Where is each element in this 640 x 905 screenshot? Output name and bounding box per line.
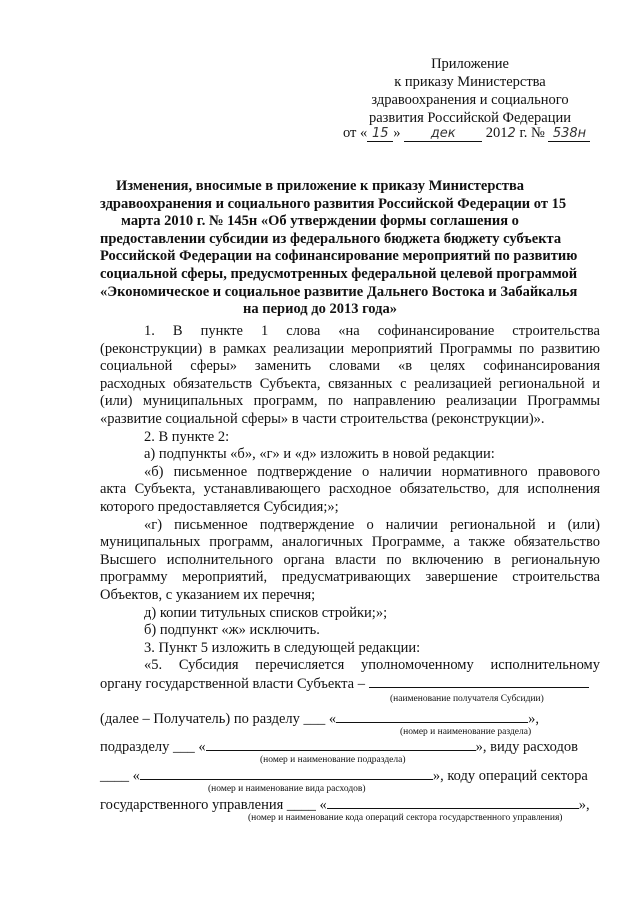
clause-5-line — [100, 675, 600, 693]
date-mid: » — [393, 125, 401, 141]
expense-type-label: ____ « — [100, 768, 140, 784]
paragraph-1-line: социальной сферы» заменить словами «в целях софинансирования — [100, 358, 600, 375]
appendix-header — [340, 55, 600, 127]
title-line: Изменения, вносимые в приложение к приказу Министерства — [115, 178, 525, 194]
subitem-g-line: программу мероприятий, предусматривающих завершение строительства — [100, 569, 600, 586]
expense-type-row — [100, 767, 588, 785]
paragraph-1-line: расходных обязательств Субъекта, связанных с реализацией региональной и — [100, 375, 600, 392]
title-line: социальной сферы, предусмотренных федеральной целевой программой — [100, 265, 578, 282]
paragraph-1-line: 1. В пункте 1 слова «на софинансирование строительства — [144, 323, 600, 339]
paragraph-2: 2. В пункте 2: — [144, 428, 230, 445]
date-prefix: от « — [343, 125, 368, 141]
title-line: марта 2010 г. № 145н «Об утверждении формы соглашения о — [121, 213, 519, 230]
paragraph-2a: а) подпункты «б», «г» и «д» изложить в новой редакции: — [144, 446, 495, 463]
paragraph-1-line: (или) муниципальных программ, по направлению реализации Программы — [100, 393, 600, 410]
handwritten-month: дек — [404, 126, 482, 142]
subitem-b-line: которого предоставляется Субсидия;»; — [100, 498, 339, 515]
clause-5-line: «5. Субсидия перечисляется уполномоченному исполнительному — [144, 657, 600, 674]
year-prefix: 201 — [485, 125, 508, 141]
recipient-blank — [369, 675, 589, 688]
section-row — [100, 710, 539, 728]
operations-code-blank — [327, 796, 579, 809]
order-date-line — [343, 125, 590, 142]
operations-code-label: государственного управления ____ « — [100, 797, 327, 813]
section-blank — [336, 710, 528, 723]
subsection-row — [100, 738, 578, 756]
subitem-d: д) копии титульных списков стройки;»; — [144, 604, 388, 621]
handwritten-order-number: 538н — [548, 126, 590, 142]
section-label: (далее – Получатель) по разделу ___ « — [100, 711, 337, 727]
operations-code-close: », — [578, 797, 590, 813]
title-line: Российской Федерации на софинансирование мероприятий по развитию — [100, 248, 578, 265]
clause-5-text: органу государственной власти Субъекта – — [100, 675, 365, 692]
title-line: «Экономическое и социальное развитие Дальнего Востока и Забайкалья — [100, 283, 578, 300]
section-caption: (номер и наименование раздела) — [400, 727, 532, 737]
paragraph-3: 3. Пункт 5 изложить в следующей редакции: — [144, 639, 421, 656]
handwritten-day: 15 — [367, 126, 393, 142]
subsection-caption: (номер и наименование подраздела) — [260, 755, 406, 765]
handwritten-year-digit: 2 — [507, 126, 516, 141]
subitem-g-line: Высшего исполнительного органа власти по включению в региональную — [100, 551, 600, 568]
document-title — [100, 178, 578, 319]
year-suffix: г. № — [515, 125, 545, 141]
subitem-b-line: акта Субъекта, устанавливающего расходное обязательство, для исполнения — [100, 481, 600, 498]
title-line: здравоохранения и социального развития Российской Федерации от 15 — [100, 195, 567, 212]
subitem-g-line: «г) письменное подтверждение о наличии региональной и (или) — [144, 516, 600, 533]
operations-code-caption: (номер и наименование кода операций сектора государственного управления) — [248, 813, 563, 823]
document-body — [100, 323, 600, 692]
subitem-g-line: Объектов, с указанием их перечня; — [100, 586, 316, 603]
header-line-2: к приказу Министерства — [394, 74, 546, 90]
paragraph-2b: б) подпункт «ж» исключить. — [144, 622, 320, 639]
operations-code-row — [100, 796, 590, 814]
paragraph-1-line: «развитие социальной сферы» в части строительства (реконструкции)». — [100, 410, 545, 427]
title-line: на период до 2013 года» — [243, 301, 397, 318]
title-line: предоставлении субсидии из федерального бюджета бюджету субъекта — [100, 230, 562, 247]
expense-type-caption: (номер и наименование вида расходов) — [208, 784, 366, 794]
section-close: », — [528, 711, 540, 727]
header-line-4: развития Российской Федерации — [369, 110, 571, 126]
subsection-close: », виду расходов — [475, 739, 578, 755]
subsection-label: подразделу ___ « — [100, 739, 206, 755]
recipient-caption: (наименование получателя Субсидии) — [390, 694, 544, 704]
subsection-blank — [206, 738, 476, 751]
header-line-1: Приложение — [431, 56, 509, 72]
header-line-3: здравоохранения и социального — [371, 92, 569, 108]
subitem-b-line: «б) письменное подтверждение о наличии нормативного правового — [144, 463, 600, 480]
expense-type-blank — [140, 767, 433, 780]
paragraph-1-line: (реконструкции) в рамках реализации мероприятий Программы по развитию — [100, 340, 600, 357]
subitem-g-line: муниципальных программ, аналогичных Программе, а также обязательство — [100, 534, 600, 551]
expense-type-close: », коду операций сектора — [432, 768, 588, 784]
